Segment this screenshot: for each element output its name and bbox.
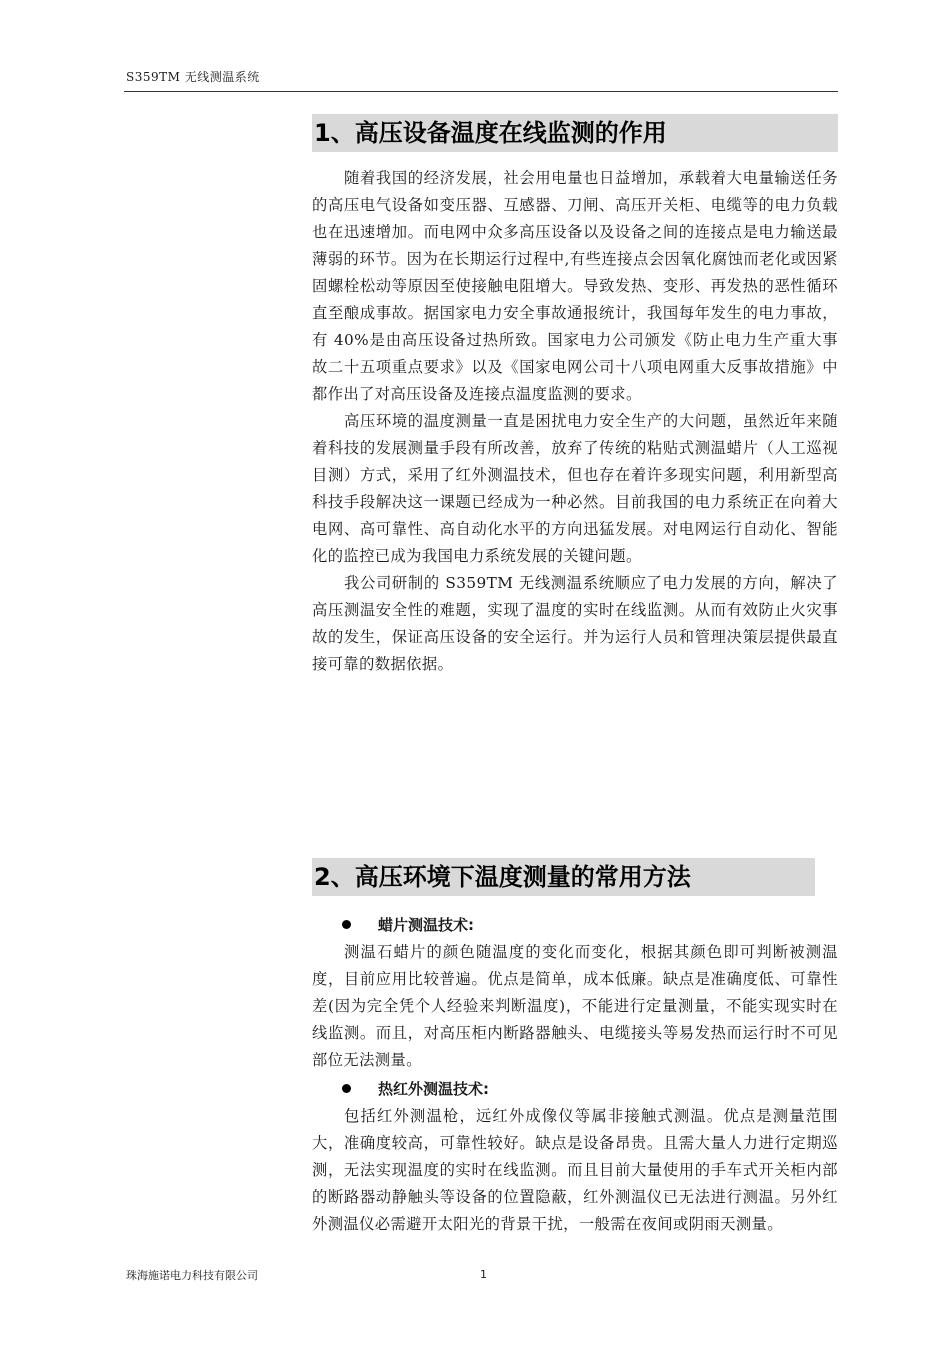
section-1-paragraph-1: 随着我国的经济发展，社会用电量也日益增加，承载着大电量输送任务的高压电气设备如变压器、互感器、刀闸、高压开关柜、电缆等的电力负载也在迅速增加。而电网中众多高压设备以及设备之间的连接点是电力输送最薄弱的环节。因为在长期运行过程中,有些连接点会因氧化腐蚀而老化或因紧固螺栓松动等原因至使接触电阻增大。导致发热、变形、再发热的恶性循环直至酿成事故。据国家电力安全事故通报统计，我国每年发生的电力事故，有 40%是由高压设备过热所致。国家电力公司颁发《防止电力生产重大事故二十五项重点要求》以及《国家电网公司十八项电网重大反事故措施》中都作出了对高压设备及连接点温度监测的要求。 (312, 169, 838, 403)
method-2-heading (312, 1074, 838, 1103)
method-1-text: 测温石蜡片的颜色随温度的变化而变化，根据其颜色即可判断被测温度，目前应用比较普遍。优点是简单，成本低廉。缺点是准确度低、可靠性差(因为完全凭个人经验来判断温度)，不能进行定量测量，不能实现实时在线监测。而且，对高压柜内断路器触头、电缆接头等易发热而运行时不可见部位无法测量。 (312, 943, 838, 1069)
method-2-label: 热红外测温技术: (378, 1080, 489, 1098)
section-1-title: 1、高压设备温度在线监测的作用 (312, 114, 838, 152)
section-2-title: 2、高压环境下温度测量的常用方法 (312, 858, 815, 896)
running-header: S359TM 无线测温系统 (126, 70, 260, 84)
footer-company: 珠海施诺电力科技有限公司 (126, 1269, 258, 1282)
header-rule (124, 91, 838, 92)
section-1-paragraph-3: 我公司研制的 S359TM 无线测温系统顺应了电力发展的方向，解决了高压测温安全性的难题，实现了温度的实时在线监测。从而有效防止火灾事故的发生，保证高压设备的安全运行。并为运行人员和管理决策层提供最直接可靠的数据依据。 (312, 574, 838, 673)
bullet-icon (342, 920, 351, 929)
section-1-paragraph-2: 高压环境的温度测量一直是困扰电力安全生产的大问题，虽然近年来随着科技的发展测量手段有所改善，放弃了传统的粘贴式测温蜡片（人工巡视目测）方式，采用了红外测温技术，但也存在着许多现实问题，利用新型高科技手段解决这一课题已经成为一种必然。目前我国的电力系统正在向着大电网、高可靠性、高自动化水平的方向迅猛发展。对电网运行自动化、智能化的监控已成为我国电力系统发展的关键问题。 (312, 412, 838, 565)
method-2-text: 包括红外测温枪，远红外成像仪等属非接触式测温。优点是测量范围大，准确度较高，可靠性较好。缺点是设备昂贵。且需大量人力进行定期巡测，无法实现温度的实时在线监测。而且目前大量使用的手车式开关柜内部的断路器动静触头等设备的位置隐蔽，红外测温仪已无法进行测温。另外红外测温仪必需避开太阳光的背景干扰，一般需在夜间或阴雨天测量。 (312, 1107, 838, 1233)
section-1 (312, 114, 838, 678)
method-1-heading (312, 910, 838, 939)
bullet-icon (342, 1084, 351, 1093)
section-2 (312, 910, 838, 1238)
page-number: 1 (480, 1268, 487, 1281)
method-1-label: 蜡片测温技术: (378, 916, 474, 934)
section-2-title-wrap (312, 858, 815, 896)
